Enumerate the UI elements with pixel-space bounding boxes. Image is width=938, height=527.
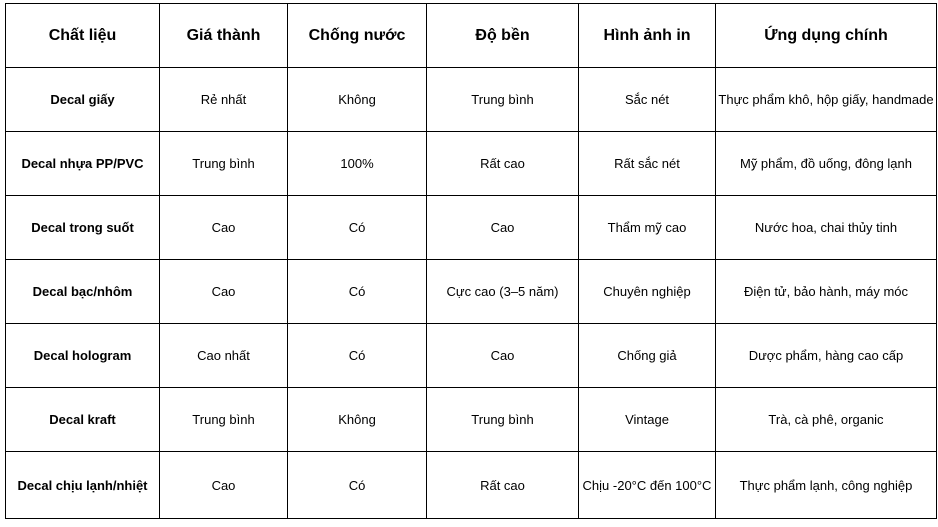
table-cell: Cực cao (3–5 năm) [427, 260, 579, 324]
table-cell: Thực phẩm khô, hộp giấy, handmade [716, 68, 937, 132]
header-durability: Độ bền [427, 4, 579, 68]
table-cell: Có [288, 196, 427, 260]
table-cell: Mỹ phẩm, đồ uống, đông lạnh [716, 132, 937, 196]
table-cell: Chống giả [579, 324, 716, 388]
header-main-application: Ứng dụng chính [716, 4, 937, 68]
table-cell: Rất cao [427, 452, 579, 519]
table-row [6, 452, 937, 519]
table-cell: Cao [427, 196, 579, 260]
table-cell-material: Decal bạc/nhôm [6, 260, 160, 324]
table-cell-material: Decal giấy [6, 68, 160, 132]
table-cell: Sắc nét [579, 68, 716, 132]
table-cell: Có [288, 324, 427, 388]
table-cell: Trung bình [160, 388, 288, 452]
table-cell: Trung bình [160, 132, 288, 196]
table-cell: Thực phẩm lạnh, công nghiệp [716, 452, 937, 519]
table-row [6, 324, 937, 388]
header-print-quality: Hình ảnh in [579, 4, 716, 68]
table-cell: Có [288, 260, 427, 324]
table-cell: Vintage [579, 388, 716, 452]
comparison-table-container [5, 3, 936, 519]
table-cell: Điện tử, bảo hành, máy móc [716, 260, 937, 324]
table-cell: Cao [160, 452, 288, 519]
table-row [6, 196, 937, 260]
table-cell: Rất cao [427, 132, 579, 196]
table-cell: Rẻ nhất [160, 68, 288, 132]
table-cell: Cao [160, 260, 288, 324]
header-price: Giá thành [160, 4, 288, 68]
table-cell: Cao [160, 196, 288, 260]
table-row [6, 388, 937, 452]
table-cell-material: Decal nhựa PP/PVC [6, 132, 160, 196]
header-material: Chất liệu [6, 4, 160, 68]
table-cell: Trung bình [427, 388, 579, 452]
table-cell: Có [288, 452, 427, 519]
table-cell: Cao nhất [160, 324, 288, 388]
header-waterproof: Chống nước [288, 4, 427, 68]
table-header-row [6, 4, 937, 68]
table-cell: Không [288, 388, 427, 452]
table-cell: Không [288, 68, 427, 132]
table-cell: Rất sắc nét [579, 132, 716, 196]
table-cell: Thẩm mỹ cao [579, 196, 716, 260]
table-row [6, 260, 937, 324]
table-cell: Dược phẩm, hàng cao cấp [716, 324, 937, 388]
table-cell: Chịu -20°C đến 100°C [579, 452, 716, 519]
table-cell-material: Decal kraft [6, 388, 160, 452]
table-cell-material: Decal trong suốt [6, 196, 160, 260]
table-row [6, 132, 937, 196]
table-cell-material: Decal chịu lạnh/nhiệt [6, 452, 160, 519]
table-cell: Trung bình [427, 68, 579, 132]
table-cell: Cao [427, 324, 579, 388]
table-cell-material: Decal hologram [6, 324, 160, 388]
table-cell: Trà, cà phê, organic [716, 388, 937, 452]
table-cell: Nước hoa, chai thủy tinh [716, 196, 937, 260]
table-cell: 100% [288, 132, 427, 196]
table-row [6, 68, 937, 132]
table-cell: Chuyên nghiệp [579, 260, 716, 324]
decal-comparison-table [5, 3, 937, 519]
